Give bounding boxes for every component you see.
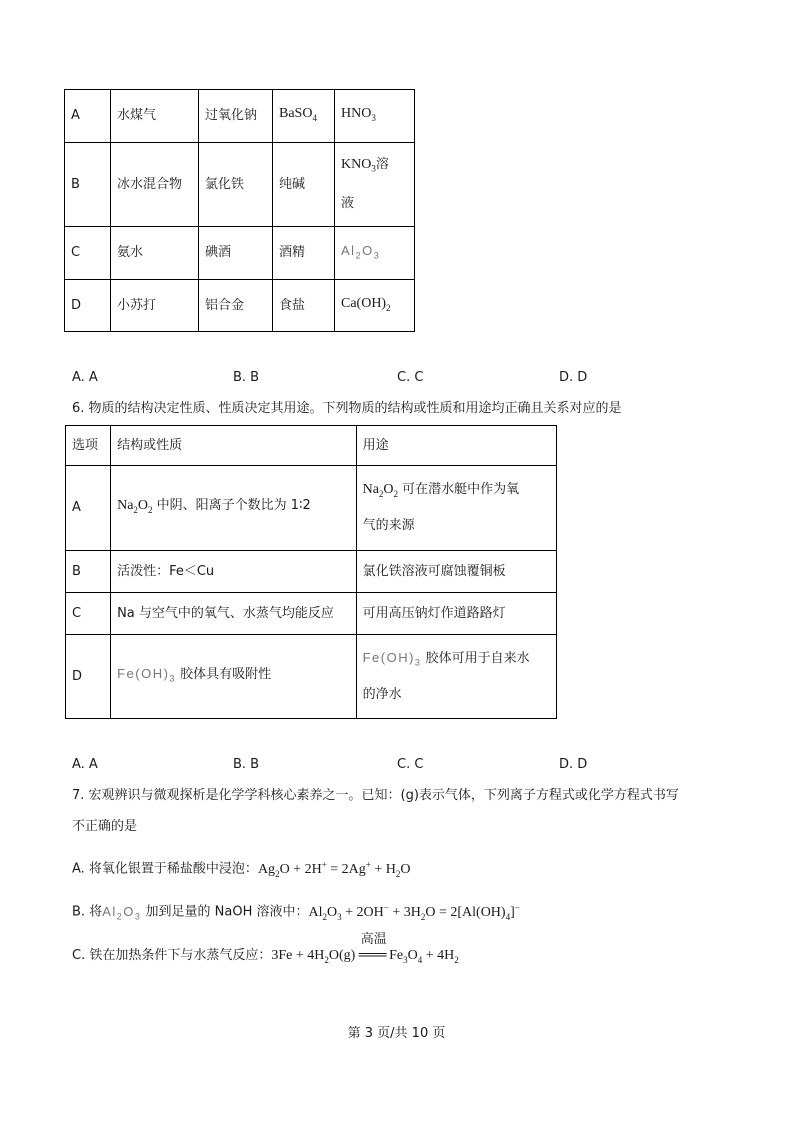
option-d[interactable]: D. D	[559, 757, 588, 772]
cell: 水煤气	[111, 90, 199, 143]
row-label: A	[66, 466, 111, 551]
cell: $Na_2O_2$ 可在潜水艇中作为氧 气的来源	[356, 466, 556, 551]
table-row	[66, 635, 557, 719]
row-label: B	[66, 551, 111, 593]
question-7-stem-line2: 不正确的是	[72, 819, 138, 834]
classification-table	[64, 89, 415, 332]
structure-property-table	[65, 425, 557, 719]
cell: 碘酒	[199, 227, 273, 280]
table-row	[65, 90, 415, 143]
cell: Na 与空气中的氧气、水蒸气均能反应	[111, 593, 357, 635]
cell: 食盐	[273, 280, 335, 332]
question-6-stem: 6. 物质的结构决定性质、性质决定其用途。下列物质的结构或性质和用途均正确且关系对应的是	[72, 401, 622, 416]
cell: 纯碱	[273, 143, 335, 227]
row-label: A	[65, 90, 111, 143]
cell: 铝合金	[199, 280, 273, 332]
question-7-stem-line1: 7. 宏观辨识与微观探析是化学学科核心素养之一。已知：(g)表示气体，下列离子方程式或化学方程式书写	[72, 788, 679, 803]
cell: 氨水	[111, 227, 199, 280]
cell: BaSO$_4$	[273, 90, 335, 143]
cell: $Na_2O_2$ 中阴、阳离子个数比为 1∶2	[111, 466, 357, 551]
cell: 酒精	[273, 227, 335, 280]
option-b[interactable]: B. B	[233, 370, 260, 385]
table-row	[66, 466, 557, 551]
answer-options	[72, 757, 632, 777]
option-a-equation[interactable]: A. 将氧化银置于稀盐酸中浸泡：$Ag_2O + 2H^+ = 2Ag^+ + H_2O$	[72, 859, 411, 879]
row-label: C	[65, 227, 111, 280]
option-a[interactable]: A. A	[72, 757, 98, 772]
option-d[interactable]: D. D	[559, 370, 588, 385]
table-row	[65, 143, 415, 227]
cell: $Fe(OH)_3$ 胶体可用于自来水 的净水	[356, 635, 556, 719]
cell: 可用高压钠灯作道路路灯	[356, 593, 556, 635]
cell: 冰水混合物	[111, 143, 199, 227]
cell: $Al_2O_3$	[335, 227, 415, 280]
table-row	[65, 227, 415, 280]
option-b-equation[interactable]: B. 将$Al_2O_3$ 加到足量的 NaOH 溶液中：$Al_2O_3 + 2OH^- + 3H_2O = 2[Al(OH)_4]^-$	[72, 902, 520, 922]
table-row	[66, 551, 557, 593]
cell: 氯化铁	[199, 143, 273, 227]
row-label: B	[65, 143, 111, 227]
cell: 氯化铁溶液可腐蚀覆铜板	[356, 551, 556, 593]
cell: $HNO_3$	[335, 90, 415, 143]
row-label: D	[65, 280, 111, 332]
cell: $Fe(OH)_3$ 胶体具有吸附性	[111, 635, 357, 719]
cell: 过氧化钠	[199, 90, 273, 143]
cell: 活泼性：Fe＜Cu	[111, 551, 357, 593]
header-cell: 用途	[356, 426, 556, 466]
table-header-row	[66, 426, 557, 466]
option-c[interactable]: C. C	[397, 370, 424, 385]
page-footer: 第 3 页/共 10 页	[347, 1026, 446, 1041]
answer-options	[72, 370, 632, 390]
cell: 小苏打	[111, 280, 199, 332]
header-cell: 结构或性质	[111, 426, 357, 466]
cell: $KNO_3$溶 液	[335, 143, 415, 227]
option-b[interactable]: B. B	[233, 757, 260, 772]
reaction-condition: 高温 ═══	[358, 932, 387, 963]
option-c[interactable]: C. C	[397, 757, 424, 772]
table-row	[66, 593, 557, 635]
cell: $Ca(OH)_2$	[335, 280, 415, 332]
table-row	[65, 280, 415, 332]
header-cell: 选项	[66, 426, 111, 466]
row-label: D	[66, 635, 111, 719]
option-a[interactable]: A. A	[72, 370, 98, 385]
option-c-equation[interactable]: C. 铁在加热条件下与水蒸气反应：$3Fe + 4H_2O(g)$ 高温 ═══ $Fe_3O_4 + 4H_2$	[72, 932, 459, 965]
row-label: C	[66, 593, 111, 635]
